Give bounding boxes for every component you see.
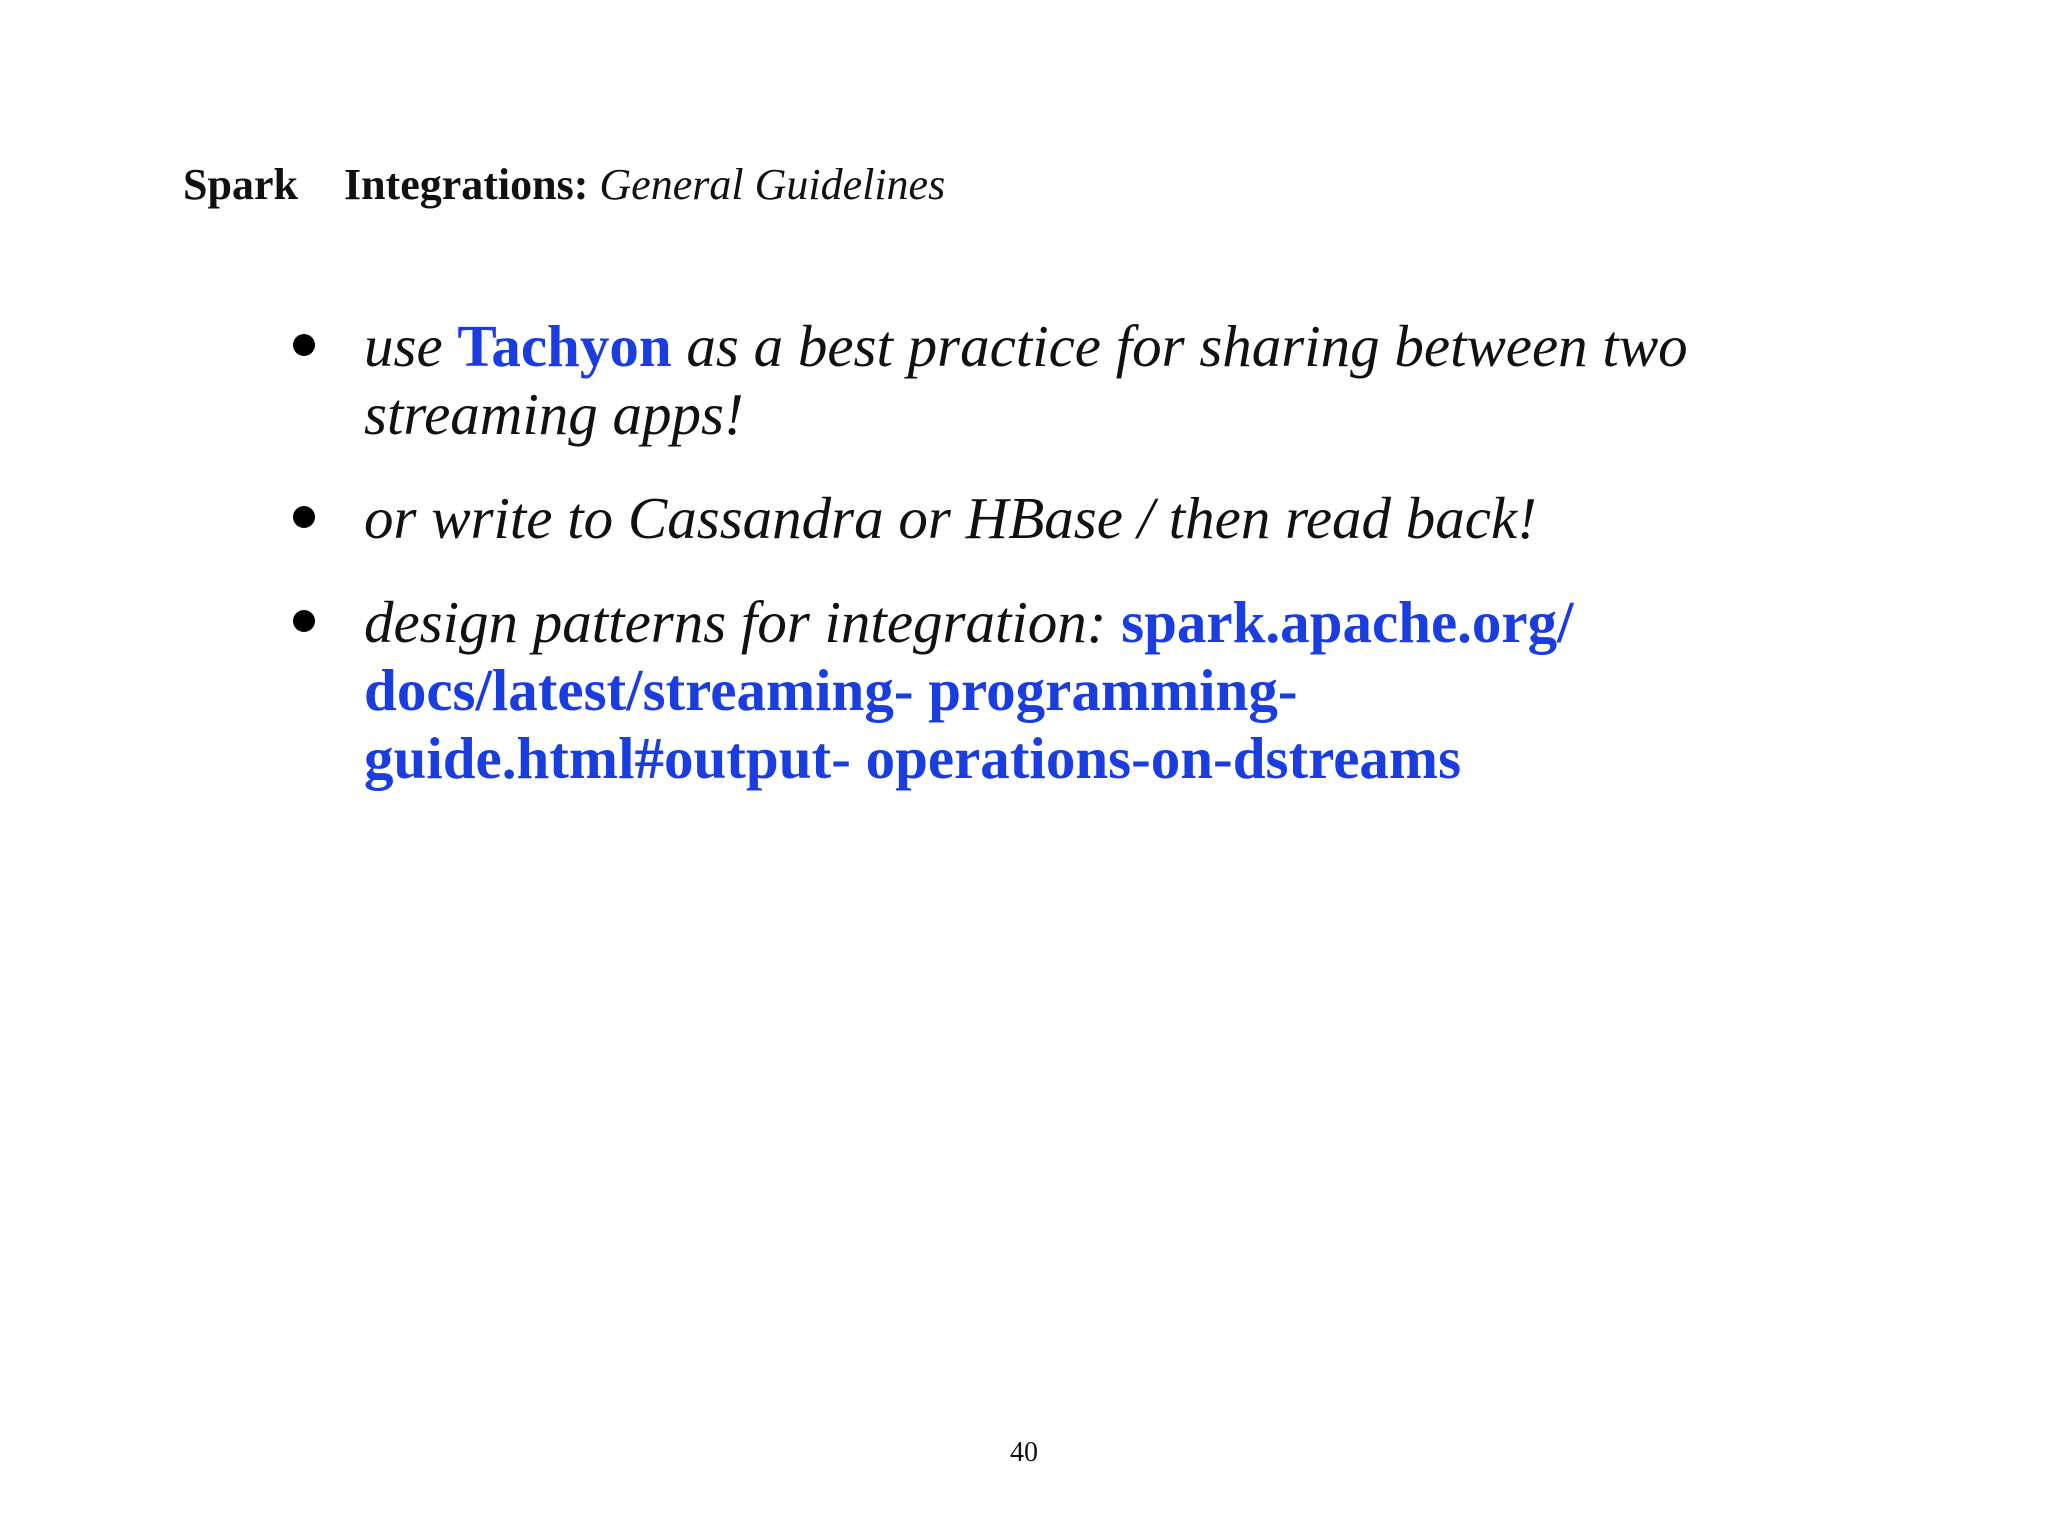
bullet-item-design-patterns bbox=[290, 588, 1690, 792]
page-number: 40 bbox=[1010, 1437, 1038, 1468]
bullet-dot-icon bbox=[293, 334, 315, 356]
slide-title bbox=[183, 155, 945, 215]
bullet-text: or write to Cassandra or HBase / then read back! bbox=[364, 485, 1537, 551]
title-spark: Spark bbox=[183, 160, 298, 209]
bullet-list bbox=[290, 312, 1690, 792]
title-integrations: Integrations: bbox=[343, 160, 589, 209]
bullet-dot-icon bbox=[293, 506, 315, 528]
bullet-text-prefix: use bbox=[364, 313, 458, 379]
spark-docs-link[interactable]: spark.apache.org/ docs/latest/streaming- programming- guide.html#output- operations-on-dstreams bbox=[364, 589, 1574, 791]
bullet-item-cassandra bbox=[290, 484, 1690, 552]
bullet-text-suffix: as a best practice for sharing between two streaming apps! bbox=[364, 313, 1688, 447]
bullet-dot-icon bbox=[293, 610, 315, 632]
title-subtitle: General Guidelines bbox=[599, 160, 946, 209]
bullet-text-prefix: design patterns for integration: bbox=[364, 589, 1122, 655]
bullet-item-tachyon bbox=[290, 312, 1690, 448]
tachyon-link[interactable]: Tachyon bbox=[457, 313, 672, 379]
